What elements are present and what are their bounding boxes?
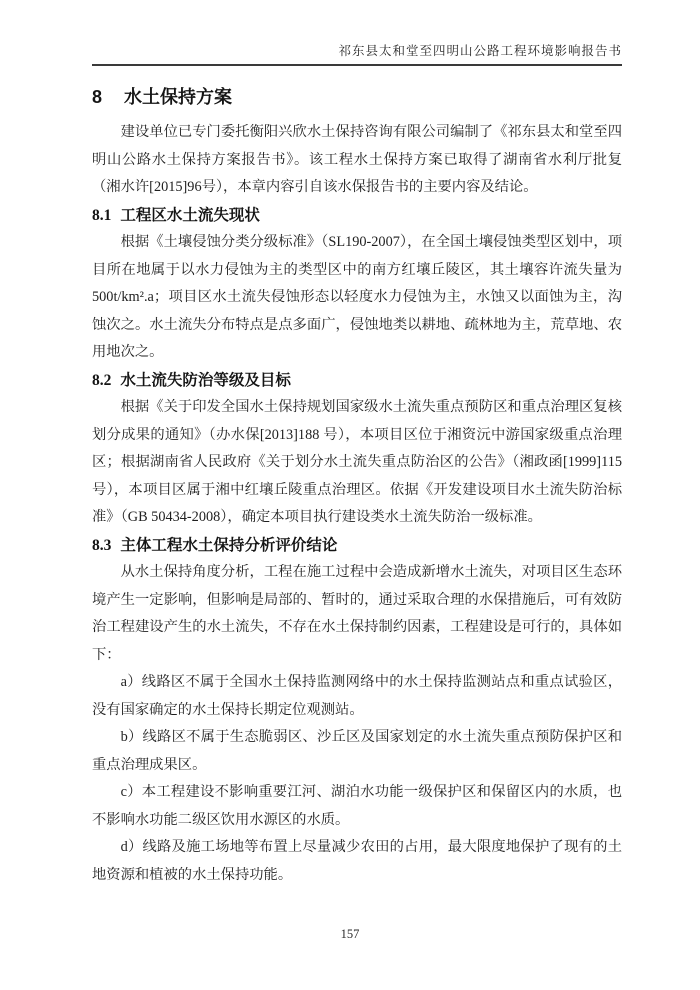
section-8-1-number: 8.1 (92, 206, 112, 224)
chapter-number: 8 (92, 87, 103, 107)
page-header (92, 44, 622, 66)
section-8-3-item-d: d）线路及施工场地等布置上尽量减少农田的占用，最大限度地保护了现有的土地资源和植被的水土保持功能。 (92, 839, 622, 883)
section-8-1-title: 工程区水土流失现状 (120, 206, 260, 224)
section-8-2-paragraph: 根据《关于印发全国水土保持规划国家级水土流失重点预防区和重点治理区复核划分成果的通知》（办水保[2013]188 号），本项目区位于湘资沅中游国家级重点治理区；根据湖南省人民政府《关于划分水土流失重点防治区的公告》（湘政函[1999]115号），本项目区属于湘中红壤丘陵重点治理区。依据《开发建设项目水土流失防治标准》（GB 50434-2008），确定本项目执行建设类水土流失防治一级标准。 (92, 399, 622, 525)
section-8-1-heading (92, 202, 622, 230)
chapter-heading (92, 84, 622, 110)
chapter-title: 水土保持方案 (124, 87, 233, 107)
section-8-3-heading (92, 532, 622, 560)
section-8-1-paragraph: 根据《土壤侵蚀分类分级标准》（SL190-2007），在全国土壤侵蚀类型区划中，项目所在地属于以水力侵蚀为主的类型区中的南方红壤丘陵区，其土壤容许流失量为500t/km².a；项目区水土流失侵蚀形态以轻度水力侵蚀为主，水蚀又以面蚀为主，沟蚀次之。水土流失分布特点是点多面广，侵蚀地类以耕地、疏林地为主，荒草地、农用地次之。 (92, 234, 622, 360)
section-8-3-title: 主体工程水土保持分析评价结论 (120, 536, 338, 554)
section-8-3-item-a: a）线路区不属于全国水土保持监测网络中的水土保持监测站点和重点试验区，没有国家确定的水土保持长期定位观测站。 (92, 674, 622, 718)
section-8-2-title: 水土流失防治等级及目标 (120, 371, 291, 389)
section-8-3-item-c: c）本工程建设不影响重要江河、湖泊水功能一级保护区和保留区内的水质，也不影响水功能二级区饮用水源区的水质。 (92, 784, 622, 828)
page-number: 157 (340, 927, 360, 941)
section-8-1 (92, 202, 622, 367)
header-title: 祁东县太和堂至四明山公路工程环境影响报告书 (338, 44, 622, 58)
section-8-3-number: 8.3 (92, 536, 112, 554)
chapter-intro-paragraph: 建设单位已专门委托衡阳兴欣水土保持咨询有限公司编制了《祁东县太和堂至四明山公路水土保持方案报告书》。该工程水土保持方案已取得了湖南省水利厅批复（湘水许[2015]96号），本章内容引自该水保报告书的主要内容及结论。 (92, 124, 622, 195)
section-8-2 (92, 367, 622, 532)
section-8-3-item-b: b）线路区不属于生态脆弱区、沙丘区及国家划定的水土流失重点预防保护区和重点治理成果区。 (92, 729, 622, 773)
section-8-3-paragraph-intro: 从水土保持角度分析，工程在施工过程中会造成新增水土流失，对项目区生态环境产生一定影响，但影响是局部的、暂时的，通过采取合理的水保措施后，可有效防治工程建设产生的水土流失，不存在水土保持制约因素，工程建设是可行的，具体如下： (92, 564, 622, 663)
document-content (92, 84, 622, 889)
section-8-2-heading (92, 367, 622, 395)
section-8-3 (92, 532, 622, 890)
page-footer (0, 927, 700, 942)
section-8-2-number: 8.2 (92, 371, 112, 389)
